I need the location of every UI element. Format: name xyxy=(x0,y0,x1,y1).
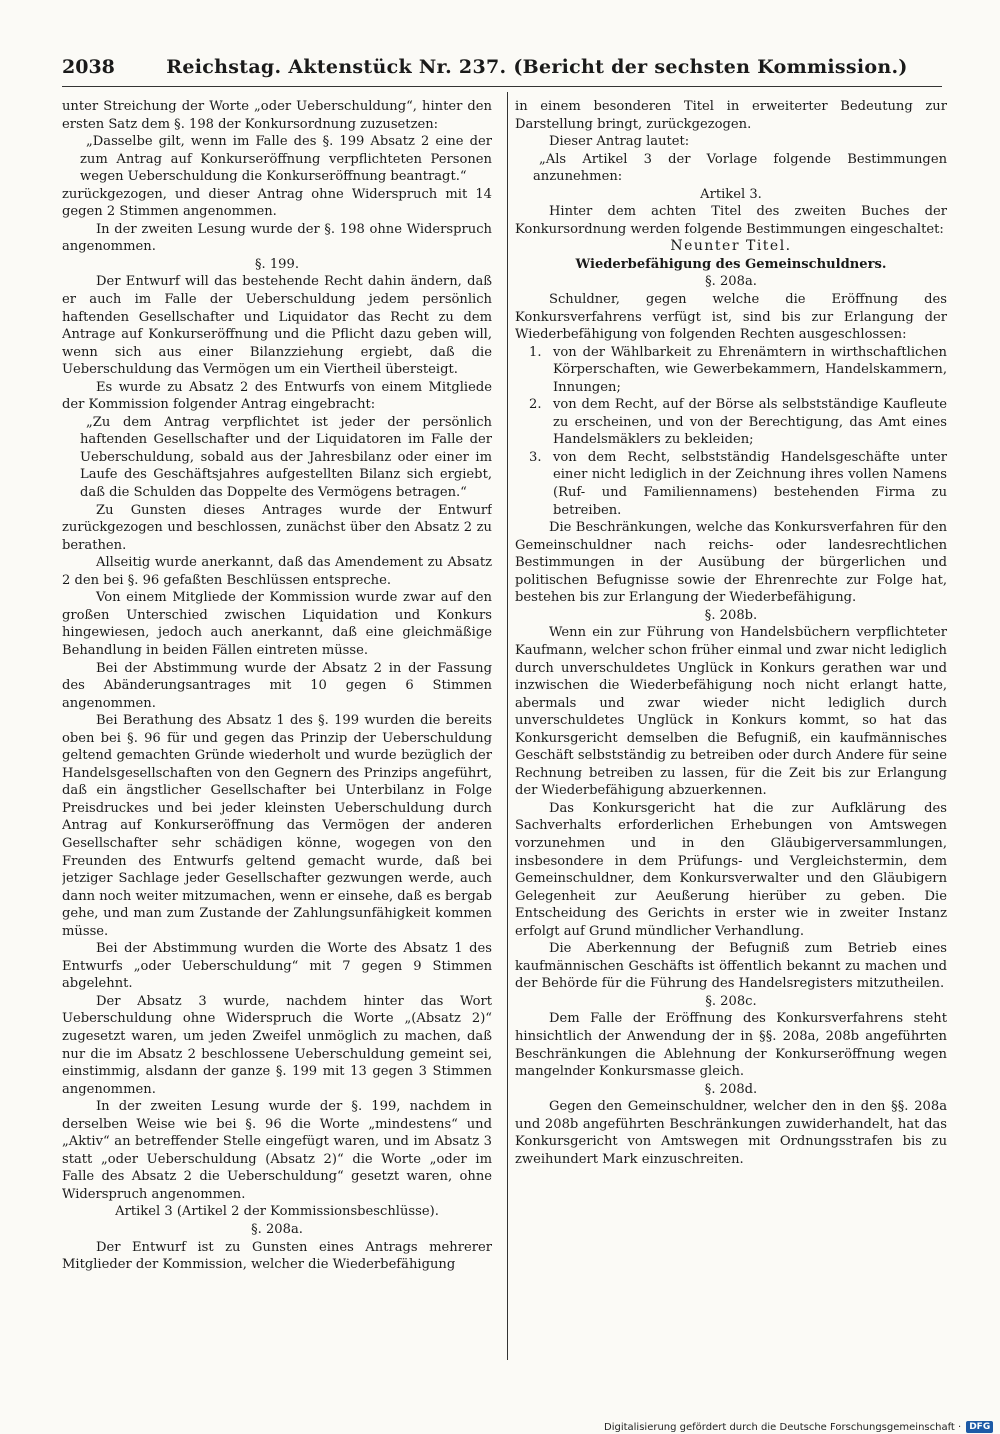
section-heading: §. 208c. xyxy=(705,993,757,1009)
section-heading: §. 199. xyxy=(254,256,300,272)
running-head: Reichstag. Aktenstück Nr. 237. (Bericht der sechsten Kommission.) xyxy=(166,56,908,78)
paragraph: Es wurde zu Absatz 2 des Entwurfs von einem Mitgliede der Kommission folgender Antrag eingebracht: xyxy=(62,379,492,413)
section-subtitle: Wiederbefähigung des Gemeinschuldners. xyxy=(575,256,887,272)
paragraph: In der zweiten Lesung wurde der §. 199, nachdem in derselben Weise wie bei §. 96 die Worte „mindestens“ und „Aktiv“ an betreffender Stelle eingefügt waren, und im Absatz 3 statt „oder Ueberschuldung (Absatz 2)“ die Worte „oder im Falle des Absatz 2 die Ueberschuldung“ gesetzt waren, ohne Widerspruch angenommen. xyxy=(62,1099,492,1202)
paragraph: in einem besonderen Titel in erweiterter Bedeutung zur Darstellung bringt, zurückgezogen. xyxy=(515,99,947,132)
paragraph: Bei der Abstimmung wurden die Worte des Absatz 1 des Entwurfs „oder Ueberschuldung“ mit 7 gegen 9 Stimmen abgelehnt. xyxy=(62,941,492,992)
quoted-text: „Dasselbe gilt, wenn im Falle des §. 199 Absatz 2 eine der zum Antrag auf Konkurseröffnung verpflichteten Personen wegen Ueberschuldung die Konkurseröffnung beantragt.“ xyxy=(80,134,492,185)
header-rule xyxy=(62,86,942,87)
list-item-text: von dem Recht, auf der Börse als selbstständige Kaufleute zu erscheinen, und von der Berechtigung, das Amt eines Handelsmäklers zu bekleiden; xyxy=(553,397,947,448)
list-item-number: 2. xyxy=(529,397,542,413)
section-title: Neunter Titel. xyxy=(670,238,792,255)
list-item-number: 1. xyxy=(529,344,542,360)
paragraph: Schuldner, gegen welche die Eröffnung des Konkursverfahrens verfügt ist, sind bis zur Erlangung der Wiederbefähigung von folgenden Rechten ausgeschlossen: xyxy=(515,292,947,343)
page-header xyxy=(62,56,942,86)
section-heading: §. 208a. xyxy=(705,274,757,290)
paragraph: Gegen den Gemeinschuldner, welcher den in den §§. 208a und 208b angeführten Beschränkungen zuwiderhandelt, hat das Konkursgericht von Amtswegen mit Ordnungsstrafen bis zu zweihundert Mark einzuschreiten. xyxy=(515,1099,947,1167)
section-heading: §. 208a. xyxy=(251,1222,303,1237)
quoted-text: „Zu dem Antrag verpflichtet ist jeder der persönlich haftenden Gesellschafter und der Liquidatoren im Falle der Ueberschuldung, sobald aus der Jahresbilanz oder einer im Laufe des Geschäftsjahres aufgestellten Bilanz sich ergiebt, daß die Schulden das Doppelte des Vermögens betragen.“ xyxy=(80,414,492,501)
paragraph: Dieser Antrag lautet: xyxy=(549,134,690,150)
paragraph: Bei Berathung des Absatz 1 des §. 199 wurden die bereits oben bei §. 96 für und gegen das Prinzip der Ueberschuldung geltend gemachten Gründe wiederholt und wurde bezüglich der Handelsgesellschaften von den Gegnern des Prinzips angeführt, daß ein ängstlicher Gesellschafter bei Unterbilanz in Folge Preisdruckes und bei jeder kleinsten Ueberschuldung durch Antrag auf Konkurseröffnung das Vermögen der anderen Gesellschafter sehr schädigen könne, wogegen von den Freunden des Entwurfs geltend gemacht wurde, daß bei jetziger Sachlage jeder Gesellschafter gezwungen werde, auch dann noch weiter mitzumachen, wenn er einsehe, daß es bergab gehe, und man zum Zustande der Zahlungsunfähigkeit kommen müsse. xyxy=(62,713,492,939)
list-item xyxy=(529,344,947,397)
section-heading: §. 208d. xyxy=(704,1081,758,1097)
paragraph: Die Beschränkungen, welche das Konkursverfahren für den Gemeinschuldner nach reichs- oder landesrechtlichen Bestimmungen in der Ausübung der bürgerlichen und politischen Befugnisse sowie der Ehrenrechte zur Folge hat, bestehen bis zur Erlangung der Wiederbefähigung. xyxy=(515,520,947,606)
paragraph: Die Aberkennung der Befugniß zum Betrieb eines kaufmännischen Geschäfts ist öffentlich bekannt zu machen und der Behörde für die Führung des Handelsregisters mitzutheilen. xyxy=(515,941,947,992)
paragraph: Bei der Abstimmung wurde der Absatz 2 in der Fassung des Abänderungsantrages mit 10 gegen 6 Stimmen angenommen. xyxy=(62,660,492,711)
column-divider xyxy=(507,92,508,1360)
paragraph: Dem Falle der Eröffnung des Konkursverfahrens steht hinsichtlich der Anwendung der in §§. 208a, 208b angeführten Beschränkungen die Ablehnung der Konkurseröffnung wegen mangelnder Konkursmasse gleich. xyxy=(515,1011,947,1080)
paragraph: Von einem Mitgliede der Kommission wurde zwar auf den großen Unterschied zwischen Liquidation und Konkurs hingewiesen, jedoch auch anerkannt, daß eine gleichmäßige Behandlung in beiden Fällen eintreten müsse. xyxy=(62,590,492,658)
paragraph: Der Entwurf ist zu Gunsten eines Antrags mehrerer Mitglieder der Kommission, welcher die Wiederbefähigung xyxy=(62,1239,492,1273)
section-heading: §. 208b. xyxy=(704,607,758,623)
section-heading: Artikel 3 (Artikel 2 der Kommissionsbeschlüsse). xyxy=(115,1204,439,1220)
paragraph: In der zweiten Lesung wurde der §. 198 ohne Widerspruch angenommen. xyxy=(62,221,492,255)
numbered-list xyxy=(515,344,947,519)
left-column xyxy=(62,98,492,1360)
paragraph: Der Entwurf will das bestehende Recht dahin ändern, daß er auch im Falle der Ueberschuldung jedem persönlich haftenden Gesellschafter und Liquidator das Recht zu dem Antrage auf Konkurseröffnung und die Pflicht dazu geben will, wenn sich aus einer Bilanzziehung ergiebt, daß die Ueberschuldung das Vermögen um ein Viertheil übersteigt. xyxy=(62,274,492,378)
list-item xyxy=(529,396,947,449)
paragraph: Das Konkursgericht hat die zur Aufklärung des Sachverhalts erforderlichen Erhebungen von Amtswegen vorzunehmen und in den Gläubigerversammlungen, insbesondere in dem Prüfungs- und Vergleichstermin, dem Gemeinschuldner, dem Konkursverwalter und den Gläubigern Gelegenheit zur Aeußerung hierüber zu geben. Die Entscheidung des Gerichts in erster wie in zweiter Instanz erfolgt auf Grund mündlicher Verhandlung. xyxy=(515,800,947,939)
quoted-text: „Als Artikel 3 der Vorlage folgende Bestimmungen anzunehmen: xyxy=(533,151,947,185)
footer-credit: Digitalisierung gefördert durch die Deutsche Forschungsgemeinschaft · xyxy=(604,1421,962,1433)
list-item-text: von der Wählbarkeit zu Ehrenämtern in wirthschaftlichen Körperschaften, wie Gewerbekammern, Handelskammern, Innungen; xyxy=(553,344,947,395)
paragraph: Hinter dem achten Titel des zweiten Buches der Konkursordnung werden folgende Bestimmungen eingeschaltet: xyxy=(515,204,947,237)
paragraph: Zu Gunsten dieses Antrages wurde der Entwurf zurückgezogen und beschlossen, zunächst über den Absatz 2 zu berathen. xyxy=(62,502,492,553)
paragraph: zurückgezogen, und dieser Antrag ohne Widerspruch mit 14 gegen 2 Stimmen angenommen. xyxy=(62,186,492,220)
list-item xyxy=(529,449,947,519)
list-item-number: 3. xyxy=(529,449,542,465)
paragraph: Der Absatz 3 wurde, nachdem hinter das Wort Ueberschuldung ohne Widerspruch die Worte „(Absatz 2)“ zugesetzt waren, um jeden Zweifel unmöglich zu machen, daß nur die im Absatz 2 beschlossene Ueberschuldung gemeint sei, einstimmig, alsdann der ganze §. 199 mit 13 gegen 3 Stimmen angenommen. xyxy=(62,993,492,1097)
list-item-text: von dem Recht, selbstständig Handelsgeschäfte unter einer nicht lediglich in der Zeichnung ihres vollen Namens (Ruf- und Familiennamens) bestehenden Firma zu betreiben. xyxy=(553,449,947,518)
paragraph: unter Streichung der Worte „oder Ueberschuldung“, hinter den ersten Satz dem §. 198 der Konkursordnung zuzusetzen: xyxy=(62,99,492,132)
right-column xyxy=(515,98,947,1360)
paragraph: Wenn ein zur Führung von Handelsbüchern verpflichteter Kaufmann, welcher schon früher einmal und zwar nicht lediglich durch unverschuldetes Unglück in Konkurs gerathen war und inzwischen die Wiederbefähigung noch nicht erlangt hatte, abermals und zwar wieder nicht lediglich durch unverschuldetes Unglück in Konkurs kommt, so hat das Konkursgericht demselben die Befugniß, ein kaufmännisches Geschäft selbstständig zu betreiben oder durch Andere für seine Rechnung betreiben zu lassen, für die Zeit bis zur Erlangung der Wiederbefähigung abzuerkennen. xyxy=(515,625,947,799)
page-number: 2038 xyxy=(62,56,115,78)
section-heading: Artikel 3. xyxy=(700,186,762,202)
dfg-logo: DFG xyxy=(966,1421,993,1433)
paragraph: Allseitig wurde anerkannt, daß das Amendement zu Absatz 2 den bei §. 96 gefaßten Beschlüssen entspreche. xyxy=(62,555,492,588)
footer xyxy=(604,1420,993,1434)
